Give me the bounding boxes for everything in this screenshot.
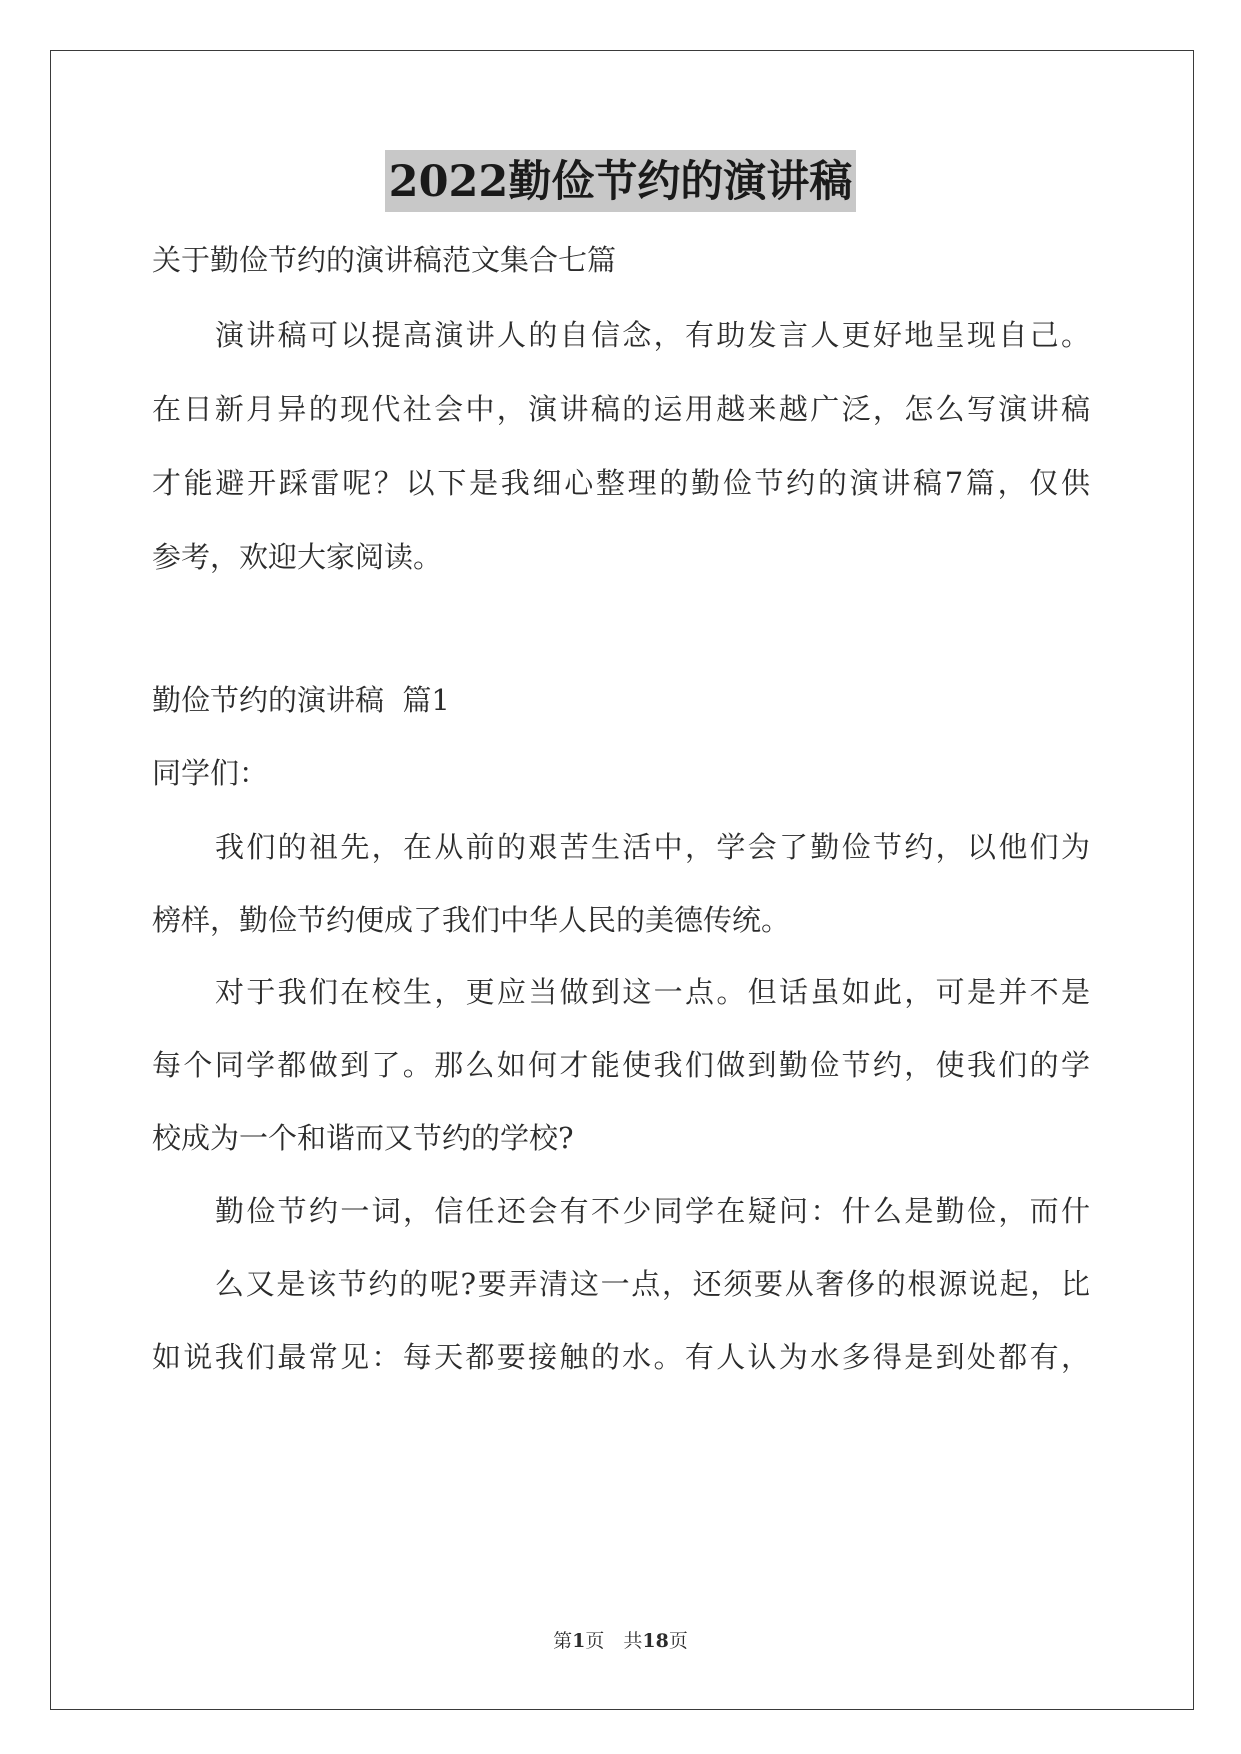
footer-page-number: 1	[572, 1630, 586, 1652]
intro-line: 在日新月异的现代社会中，演讲稿的运用越来越广泛，怎么写演讲稿	[152, 392, 1090, 426]
body-line: 榜样，勤俭节约便成了我们中华人民的美德传统。	[152, 903, 791, 937]
body-line: 勤俭节约一词，信任还会有不少同学在疑问：什么是勤俭，而什	[215, 1194, 1090, 1228]
intro-line: 参考，欢迎大家阅读。	[152, 540, 443, 574]
section-heading: 勤俭节约的演讲稿 篇1	[152, 683, 450, 717]
intro-line: 才能避开踩雷呢？以下是我细心整理的勤俭节约的演讲稿7篇，仅供	[152, 466, 1090, 500]
footer-total-pages: 18	[642, 1630, 669, 1652]
body-line: 如说我们最常见：每天都要接触的水。有人认为水多得是到处都有，	[152, 1340, 1090, 1374]
body-line: 对于我们在校生，更应当做到这一点。但话虽如此，可是并不是	[215, 975, 1090, 1009]
body-line: 我们的祖先，在从前的艰苦生活中，学会了勤俭节约，以他们为	[215, 830, 1090, 864]
document-title: 2022勤俭节约的演讲稿	[385, 150, 857, 212]
footer-suffix: 页	[668, 1630, 688, 1652]
subtitle: 关于勤俭节约的演讲稿范文集合七篇	[152, 243, 617, 277]
footer-mid: 页 共	[585, 1630, 643, 1652]
footer-prefix: 第	[553, 1630, 573, 1652]
greeting: 同学们：	[152, 756, 269, 790]
body-line: 每个同学都做到了。那么如何才能使我们做到勤俭节约，使我们的学	[152, 1048, 1090, 1082]
title-container	[0, 150, 1241, 212]
page-border	[50, 50, 1194, 1710]
body-line: 么又是该节约的呢?要弄清这一点，还须要从奢侈的根源说起，比	[215, 1267, 1090, 1301]
page-footer	[0, 1626, 1241, 1653]
body-line: 校成为一个和谐而又节约的学校?	[152, 1121, 574, 1155]
intro-line: 演讲稿可以提高演讲人的自信念，有助发言人更好地呈现自己。	[215, 318, 1090, 352]
